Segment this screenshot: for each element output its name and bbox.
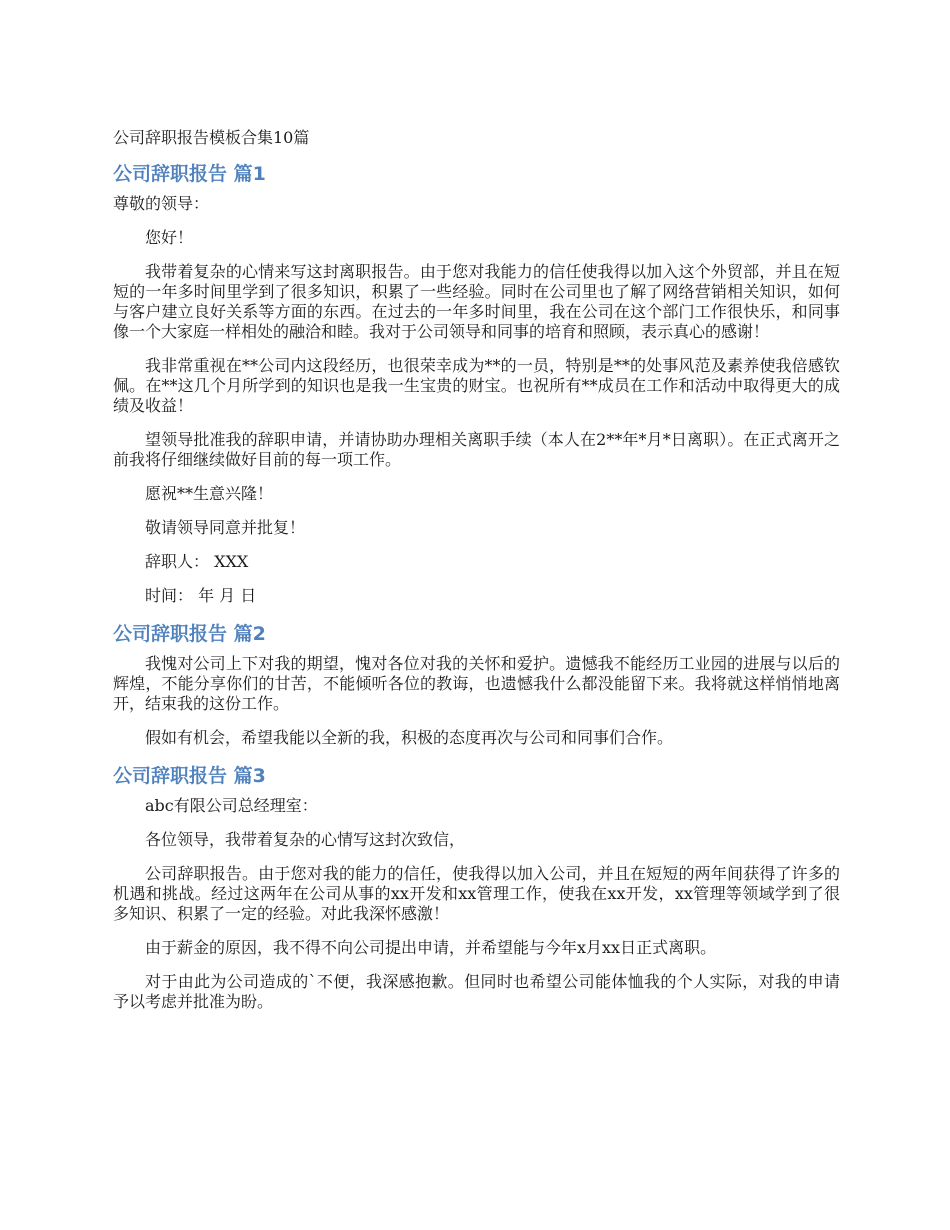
- section-3: [113, 762, 840, 1012]
- section-heading: 公司辞职报告 篇3: [113, 765, 266, 787]
- section-heading: 公司辞职报告 篇1: [113, 163, 266, 185]
- paragraph: 尊敬的领导：: [113, 194, 210, 213]
- section-1: [113, 160, 840, 606]
- document-page: [113, 124, 840, 1026]
- paragraph: 辞职人： XXX: [145, 552, 249, 571]
- paragraph: 敬请领导同意并批复！: [145, 518, 306, 537]
- paragraph: 时间： 年 月 日: [145, 586, 257, 605]
- paragraph: 假如有机会，希望我能以全新的我，积极的态度再次与公司和同事们合作。: [145, 728, 674, 747]
- paragraph: abc有限公司总经理室：: [145, 796, 318, 815]
- paragraph: 对于由此为公司造成的`不便，我深感抱歉。但同时也希望公司能体恤我的个人实际，对我的申请予以考虑并批准为盼。: [113, 972, 840, 1011]
- paragraph: 由于薪金的原因，我不得不向公司提出申请，并希望能与今年x月xx日正式离职。: [145, 938, 717, 957]
- paragraph: 我非常重视在**公司内这段经历，也很荣幸成为**的一员，特别是**的处事风范及素养使我倍感钦佩。在**这几个月所学到的知识也是我一生宝贵的财宝。也祝所有**成员在工作和活动中取得更大的成绩及收益！: [113, 356, 840, 415]
- section-2: [113, 620, 840, 748]
- paragraph: 各位领导，我带着复杂的心情写这封次致信，: [145, 830, 466, 849]
- paragraph: 我带着复杂的心情来写这封离职报告。由于您对我能力的信任使我得以加入这个外贸部，并且在短短的一年多时间里学到了很多知识，积累了一些经验。同时在公司里也了解了网络营销相关知识，如何与客户建立良好关系等方面的东西。在过去的一年多时间里，我在公司在这个部门工作很快乐，和同事像一个大家庭一样相处的融洽和睦。我对于公司领导和同事的培育和照顾，表示真心的感谢！: [113, 262, 840, 341]
- section-heading: 公司辞职报告 篇2: [113, 623, 266, 645]
- paragraph: 您好！: [145, 228, 194, 247]
- paragraph: 公司辞职报告。由于您对我的能力的信任，使我得以加入公司，并且在短短的两年间获得了许多的机遇和挑战。经过这两年在公司从事的xx开发和xx管理工作，使我在xx开发，xx管理等领域学到了很多知识、积累了一定的经验。对此我深怀感激！: [113, 864, 840, 923]
- paragraph: 愿祝**生意兴隆！: [145, 484, 274, 503]
- paragraph: 望领导批准我的辞职申请，并请协助办理相关离职手续（本人在2**年*月*日离职）。在正式离开之前我将仔细继续做好目前的每一项工作。: [113, 430, 840, 469]
- document-title: 公司辞职报告模板合集10篇: [113, 128, 310, 147]
- paragraph: 我愧对公司上下对我的期望，愧对各位对我的关怀和爱护。遗憾我不能经历工业园的进展与以后的辉煌，不能分享你们的甘苦，不能倾听各位的教诲，也遗憾我什么都没能留下来。我将就这样悄悄地离开，结束我的这份工作。: [113, 654, 840, 713]
